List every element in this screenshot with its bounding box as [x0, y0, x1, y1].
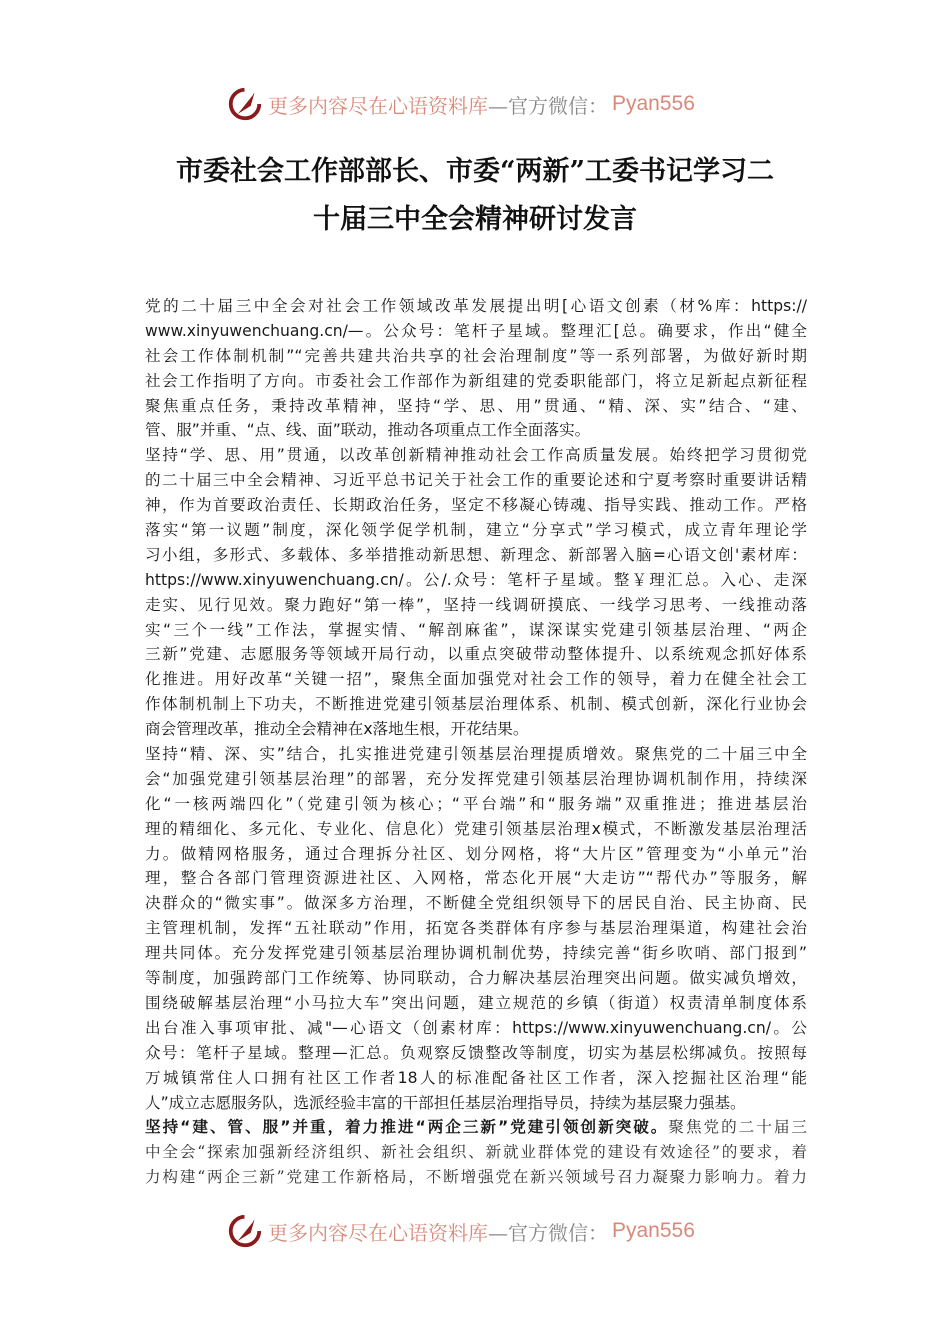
paragraph-line — [145, 369, 807, 394]
paragraph-line — [145, 543, 807, 568]
quill-logo-icon — [226, 1212, 264, 1250]
paragraph-line — [145, 642, 807, 667]
line-text: 人”成立志愿服务队，选派经验丰富的干部担任基层治理指导员，持续为基层聚力强基。 — [145, 1093, 746, 1112]
wechat-id: Pyan556 — [612, 1219, 695, 1242]
paragraph — [145, 294, 807, 443]
line-text: 党的二十届三中全会对社会工作领域改革发展提出明[心语文创素（材%库：https:// — [145, 297, 807, 315]
line-text: 理，整合各部门管理资源进社区、入网格，常态化开展“大走访”“帮代办”等服务，解 — [145, 869, 807, 888]
line-text: 聚焦重点任务，秉持改革精神，坚持“学、思、用”贯通、“精、深、实”结合、“建、 — [145, 396, 807, 415]
paragraph-line — [145, 1091, 807, 1116]
line-text: 化“一核两端四化”（党建引领为核心；“平台端”和“服务端”双重推进；推进基层治 — [145, 794, 807, 813]
line-text: 的二十届三中全会精神、习近平总书记关于社会工作的重要论述和宁夏考察时重要讲话精 — [145, 471, 807, 490]
watermark-separator: —官方微信： — [488, 1220, 608, 1245]
paragraph-line — [145, 1066, 807, 1091]
title-line-2: 十届三中全会精神研讨发言 — [313, 204, 637, 235]
line-text: 主管理机制，发挥“五社联动”作用，拓宽各类群体有序参与基层治理渠道，构建社会治 — [145, 919, 807, 938]
paragraph-line — [145, 991, 807, 1016]
header-watermark — [226, 84, 726, 124]
paragraph-line — [145, 1165, 807, 1190]
paragraph-line — [145, 817, 807, 842]
line-text: 理的精细化、多元化、专业化、信息化）党建引领基层治理x模式，不断激发基层治理活 — [145, 819, 807, 838]
line-text: 社会工作体制机制”“完善共建共治共享的社会治理制度”等一系列部署，为做好新时期 — [145, 346, 807, 365]
paragraph-line — [145, 742, 807, 767]
paragraph-line — [145, 394, 807, 419]
line-text: 会“加强党建引领基层治理”的部署，充分发挥党建引领基层治理协调机制作用，持续深 — [145, 769, 807, 788]
paragraph-line — [145, 468, 807, 493]
paragraph-line — [145, 1115, 807, 1140]
paragraph-line — [145, 792, 807, 817]
paragraph-line — [145, 518, 807, 543]
paragraph-line — [145, 418, 807, 443]
line-text: 众号：笔杆子星域。整理—汇总。负观察反馈整改等制度，切实为基层松绑减负。按照每 — [145, 1043, 807, 1062]
line-text: 理共同体。充分发挥党建引领基层治理协调机制优势，持续完善“街乡吹哨、部门报到” — [145, 944, 807, 963]
line-text: 习小组，多形式、多载体、多举措推动新思想、新理念、新部署入脑=心语文创'素材库： — [145, 545, 807, 564]
line-text: 管、服”并重、“点、线、面”联动，推动各项重点工作全面落实。 — [145, 421, 591, 440]
line-text: www.xinyuwenchuang.cn/—。公众号：笔杆子星域。整理汇[总。确要求，作出“健全 — [145, 321, 807, 340]
paragraph-line — [145, 493, 807, 518]
line-text: 走实、见行见效。聚力跑好“第一棒”，坚持一线调研摸底、一线学习思考、一线推动落 — [145, 595, 807, 614]
paragraph-line — [145, 916, 807, 941]
paragraph-line — [145, 966, 807, 991]
paragraph-line — [145, 294, 807, 319]
line-text: 坚持“学、思、用”贯通，以改革创新精神推动社会工作高质量发展。始终把学习贯彻党 — [145, 446, 807, 465]
watermark-separator: —官方微信： — [488, 93, 608, 118]
line-text: 坚持“精、深、实”结合，扎实推进党建引领基层治理提质增效。聚焦党的二十届三中全 — [145, 745, 807, 764]
line-text: 作体制机制上下功夫，不断推进党建引领基层治理体系、机制、模式创新，深化行业协会 — [145, 695, 807, 714]
line-text: 围绕破解基层治理“小马拉大车”突出问题，建立规范的乡镇（街道）权责清单制度体系 — [145, 993, 807, 1012]
paragraph-line — [145, 618, 807, 643]
paragraph-line — [145, 667, 807, 692]
line-text: 万城镇常住人口拥有社区工作者18人的标准配备社区工作者，深入挖掘社区治理“能 — [145, 1068, 807, 1087]
wechat-id: Pyan556 — [612, 92, 695, 115]
paragraph-line — [145, 568, 807, 593]
paragraph-line — [145, 941, 807, 966]
paragraph-line — [145, 344, 807, 369]
paragraph-line — [145, 1041, 807, 1066]
line-text: 出台准入事项审批、减"—心语文（创素材库：https://www.xinyuwenchuang.cn/。公 — [145, 1018, 807, 1037]
line-text: 中全会“探索加强新经济组织、新社会组织、新就业群体党的建设有效途径”的要求，着 — [145, 1143, 807, 1162]
line-text: 三新”党建、志愿服务等领域开局行动，以重点突破带动整体提升、以系统观念抓好体系 — [145, 645, 807, 664]
paragraph-line — [145, 1016, 807, 1041]
watermark-text: 更多内容尽在心语资料库 — [268, 1220, 488, 1245]
line-text: 实“三个一线”工作法，掌握实情、“解剖麻雀”，谋深谋实党建引领基层治理、“两企 — [145, 620, 807, 639]
line-text: 落实“第一议题”制度，深化领学促学机制，建立“分享式”学习模式，成立青年理论学 — [145, 521, 807, 540]
footer-watermark — [226, 1211, 726, 1251]
paragraph-line — [145, 717, 807, 742]
paragraph-line — [145, 1140, 807, 1165]
line-text: 力构建“两企三新”党建工作新格局，不断增强党在新兴领域号召力凝聚力影响力。着力 — [145, 1168, 807, 1187]
line-text: 等制度，加强跨部门工作统筹、协同联动，合力解决基层治理突出问题。做实减负增效， — [145, 969, 807, 988]
paragraph — [145, 443, 807, 742]
paragraph-line — [145, 319, 807, 344]
line-text: 商会管理改革，推动全会精神在x落地生根，开花结果。 — [145, 720, 529, 739]
line-text: https://www.xinyuwenchuang.cn/。公/.众号：笔杆子星域。整￥理汇总。入心、走深 — [145, 570, 807, 589]
line-text: 化推进。用好改革“关键一招”，聚焦全面加强党对社会工作的领导，着力在健全社会工 — [145, 670, 807, 689]
paragraph-line — [145, 593, 807, 618]
title-line-1: 市委社会工作部部长、市委“两新”工委书记学习二 — [175, 156, 775, 187]
quill-logo-icon — [226, 85, 264, 123]
paragraph-line — [145, 767, 807, 792]
paragraph — [145, 1115, 807, 1190]
line-text: 聚焦党的二十届三 — [668, 1118, 807, 1137]
page-title — [100, 148, 850, 244]
paragraph — [145, 742, 807, 1115]
line-text: 社会工作指明了方向。市委社会工作部作为新组建的党委职能部门，将立足新起点新征程 — [145, 371, 807, 390]
paragraph-line — [145, 443, 807, 468]
line-text: 力。做精网格服务，通过合理拆分社区、划分网格，将“大片区”管理变为“小单元”治 — [145, 844, 807, 863]
paragraph-line — [145, 866, 807, 891]
paragraph-line — [145, 842, 807, 867]
line-text: 决群众的“微实事”。做深多方治理，不断健全党组织领导下的居民自治、民主协商、民 — [145, 894, 807, 913]
paragraph-line — [145, 891, 807, 916]
paragraph-line — [145, 692, 807, 717]
line-text: 神，作为首要政治责任、长期政治任务，坚定不移凝心铸魂、指导实践、推动工作。严格 — [145, 496, 807, 515]
document-body — [145, 294, 807, 1190]
watermark-text: 更多内容尽在心语资料库 — [268, 93, 488, 118]
section-heading: 坚持“建、管、服”并重，着力推进“两企三新”党建引领创新突破。 — [145, 1118, 669, 1137]
